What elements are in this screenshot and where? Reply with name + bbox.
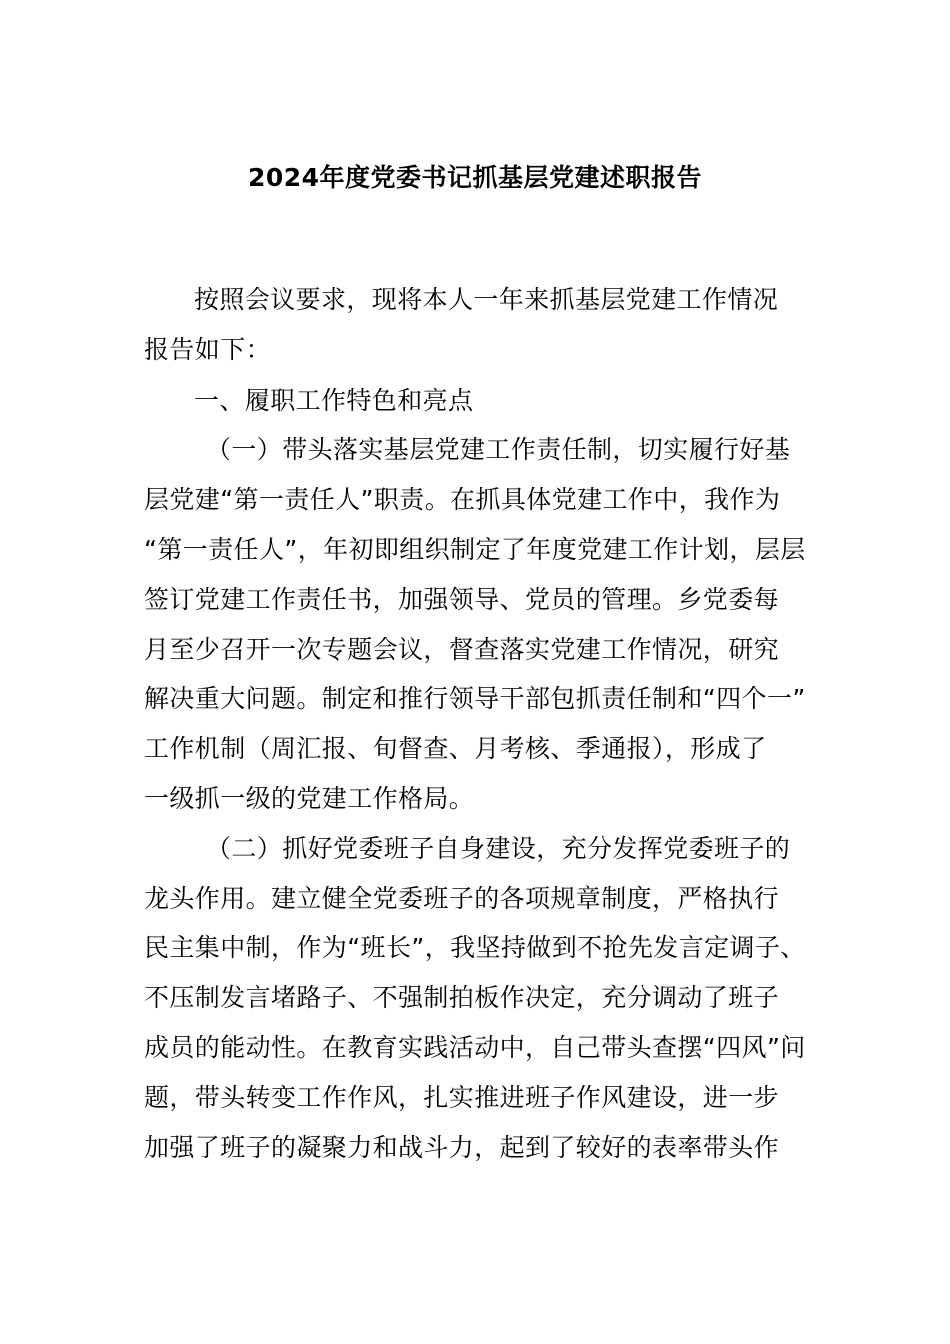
document-title: 2024年度党委书记抓基层党建述职报告 xyxy=(247,163,703,192)
paragraph-2-line-7: 加强了班子的凝聚力和战斗力，起到了较好的表率带头作 xyxy=(144,1133,780,1162)
paragraph-1-line-6: 解决重大问题。制定和推行领导干部包抓责任制和“四个一” xyxy=(144,684,806,713)
paragraph-intro-line-1: 按照会议要求，现将本人一年来抓基层党建工作情况 xyxy=(194,285,779,314)
paragraph-1-line-4: 签订党建工作责任书，加强领导、党员的管理。乡党委每 xyxy=(144,585,780,614)
paragraph-1-line-7: 工作机制（周汇报、旬督查、月考核、季通报），形成了 xyxy=(144,734,767,763)
paragraph-1-line-5: 月至少召开一次专题会议，督查落实党建工作情况，研究 xyxy=(144,635,780,664)
paragraph-2-line-6: 题，带头转变工作作风，扎实推进班子作风建设，进一步 xyxy=(144,1083,780,1112)
paragraph-2-line-5: 成员的能动性。在教育实践活动中，自己带头查摆“四风”问 xyxy=(144,1033,806,1062)
paragraph-2-line-4: 不压制发言堵路子、不强制拍板作决定，充分调动了班子 xyxy=(144,983,780,1012)
paragraph-1-line-3: “第一责任人”，年初即组织制定了年度党建工作计划，层层 xyxy=(144,535,806,564)
section-heading-1: 一、履职工作特色和亮点 xyxy=(194,386,474,415)
paragraph-2-line-3: 民主集中制，作为“班长”，我坚持做到不抢先发言定调子、 xyxy=(144,933,806,962)
paragraph-1-line-1: （一）带头落实基层党建工作责任制，切实履行好基 xyxy=(206,435,791,464)
paragraph-intro-line-2: 报告如下： xyxy=(144,335,272,364)
paragraph-2-line-2: 龙头作用。建立健全党委班子的各项规章制度，严格执行 xyxy=(144,884,780,913)
paragraph-2-line-1: （二）抓好党委班子自身建设，充分发挥党委班子的 xyxy=(206,834,791,863)
paragraph-1-line-2: 层党建“第一责任人”职责。在抓具体党建工作中，我作为 xyxy=(144,485,781,514)
paragraph-1-line-8: 一级抓一级的党建工作格局。 xyxy=(144,784,475,813)
